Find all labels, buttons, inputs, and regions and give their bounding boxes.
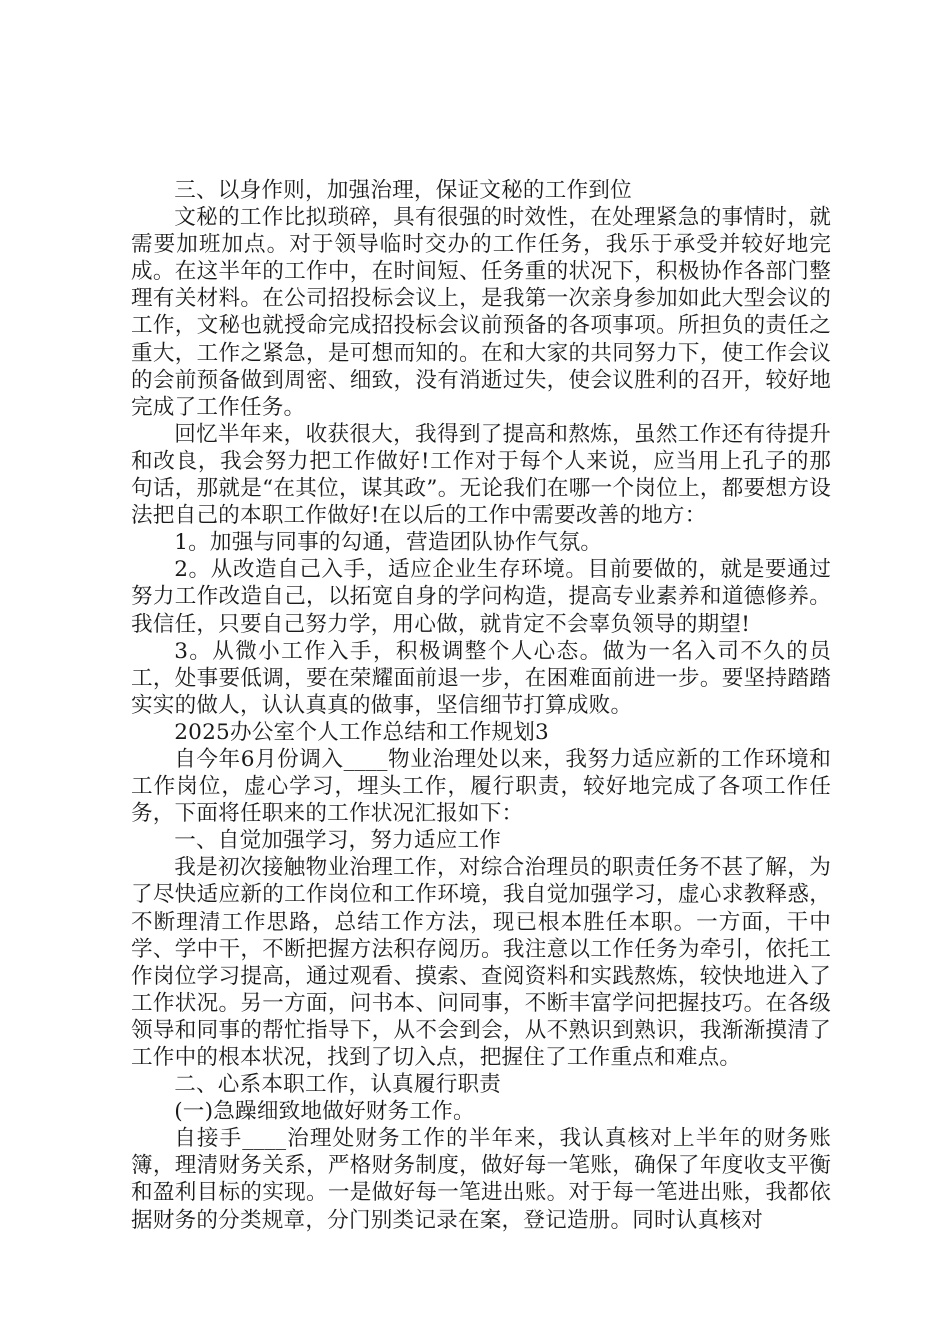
subsection-heading-1: (一)急躁细致地做好财务工作。 bbox=[174, 1099, 475, 1125]
paragraph-intro: 自今年6月份调入____物业治理处以来，我努力适应新的工作环境和工作岗位，虚心学习，埋头工作，履行职责，较好地完成了各项工作任务，下面将任职来的工作状况汇报如下： bbox=[131, 746, 831, 827]
paragraph-finance: 自接手____治理处财务工作的半年来，我认真核对上半年的财务账簿，理清财务关系，严格财务制度，做好每一笔账，确保了年度收支平衡和盈利目标的实现。一是做好每一笔进出账。对于每一笔进出账，我都依据财务的分类规章，分门别类记录在案，登记造册。同时认真核对 bbox=[131, 1126, 831, 1233]
section-heading-3: 三、以身作则，加强治理，保证文秘的工作到位 bbox=[174, 178, 632, 203]
list-item-3: 3。从微小工作入手，积极调整个人心态。做为一名入司不久的员工，处事要低调，要在荣耀面前退一步，在困难面前进一步。要坚持踏踏实实的做人，认认真真的做事，坚信细节打算成败。 bbox=[131, 638, 831, 718]
paragraph-learning: 我是初次接触物业治理工作，对综合治理员的职责任务不甚了解，为了尽快适应新的工作岗位和工作环境，我自觉加强学习，虚心求教释惑，不断理清工作思路，总结工作方法，现已根本胜任本职。一方面，干中学、学中干，不断把握方法积存阅历。我注意以工作任务为牵引，依托工作岗位学习提高，通过观看、摸索、查阅资料和实践熬炼，较快地进入了工作状况。另一方面，问书本、问同事，不断丰富学问把握技巧。在各级领导和同事的帮忙指导下，从不会到会，从不熟识到熟识，我渐渐摸清了工作中的根本状况，找到了切入点，把握住了工作重点和难点。 bbox=[131, 855, 831, 1070]
document-subtitle: 2025办公室个人工作总结和工作规划3 bbox=[174, 719, 549, 745]
paragraph-secretary-work: 文秘的工作比拟琐碎，具有很强的时效性，在处理紧急的事情时，就需要加班加点。对于领导临时交办的工作任务，我乐于承受并较好地完成。在这半年的工作中，在时间短、任务重的状况下，积极协作各部门整理有关材料。在公司招投标会议上，是我第一次亲身参加如此大型会议的工作，文秘也就授命完成招投标会议前预备的各项事项。所担负的责任之重大，工作之紧急，是可想而知的。在和大家的共同努力下，使工作会议的会前预备做到周密、细致，没有消逝过失，使会议胜利的召开，较好地完成了工作任务。 bbox=[131, 205, 831, 420]
paragraph-half-year-review: 回忆半年来，收获很大，我得到了提高和熬炼，虽然工作还有待提升和改良，我会努力把工作做好!工作对于每个人来说，应当用上孔子的那句话，那就是“在其位，谋其政”。无论我们在哪一个岗位上，都要想方设法把自己的本职工作做好!在以后的工作中需要改善的地方： bbox=[131, 421, 831, 529]
list-item-2: 2。从改造自己入手，适应企业生存环境。目前要做的，就是要通过努力工作改造自己，以拓宽自身的学问构造，提高专业素养和道德修养。我信任，只要自己努力学，用心做，就肯定不会辜负领导的期望! bbox=[131, 557, 831, 637]
document-body bbox=[131, 177, 831, 1234]
section-heading-2: 二、心系本职工作，认真履行职责 bbox=[174, 1072, 502, 1098]
section-heading-1: 一、自觉加强学习，努力适应工作 bbox=[174, 828, 502, 854]
list-item-1: 1。加强与同事的勾通，营造团队协作气氛。 bbox=[174, 530, 603, 556]
